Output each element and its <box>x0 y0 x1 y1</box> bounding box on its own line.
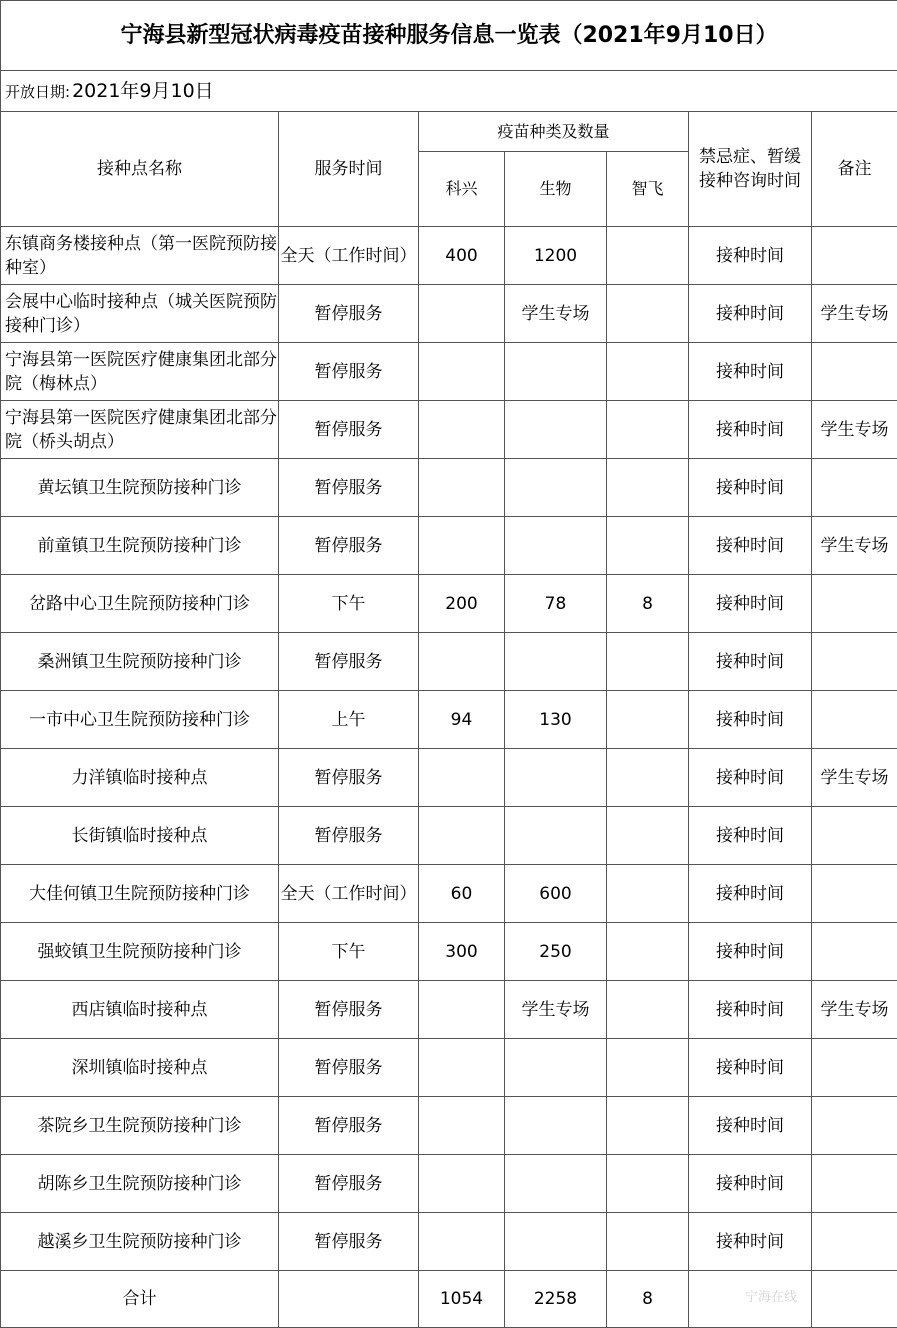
table-row <box>1 285 897 343</box>
cell-consult: 接种时间 <box>689 1039 812 1097</box>
header-name: 接种点名称 <box>1 112 279 227</box>
cell-name: 茶院乡卫生院预防接种门诊 <box>1 1097 279 1155</box>
cell-service-time: 暂停服务 <box>279 517 419 575</box>
cell-remark <box>812 807 897 865</box>
cell-remark <box>812 1039 897 1097</box>
table-row <box>1 691 897 749</box>
table-row <box>1 749 897 807</box>
cell-service-time: 暂停服务 <box>279 981 419 1039</box>
cell-name: 强蛟镇卫生院预防接种门诊 <box>1 923 279 981</box>
table-row <box>1 865 897 923</box>
cell-shengwu: 78 <box>505 575 607 633</box>
cell-remark: 学生专场 <box>812 517 897 575</box>
table-row <box>1 807 897 865</box>
open-date-value: 2021年9月10日 <box>72 79 214 102</box>
cell-zhifei <box>607 1097 689 1155</box>
watermark: 宁海在线 <box>745 1290 798 1305</box>
cell-zhifei <box>607 633 689 691</box>
cell-shengwu <box>505 1213 607 1271</box>
cell-kexing <box>419 633 505 691</box>
total-shengwu: 2258 <box>505 1271 607 1328</box>
table-row <box>1 923 897 981</box>
cell-zhifei <box>607 1039 689 1097</box>
cell-shengwu <box>505 517 607 575</box>
cell-consult: 接种时间 <box>689 691 812 749</box>
cell-service-time: 暂停服务 <box>279 1097 419 1155</box>
cell-zhifei <box>607 691 689 749</box>
cell-shengwu: 600 <box>505 865 607 923</box>
cell-shengwu <box>505 1097 607 1155</box>
table-row <box>1 1039 897 1097</box>
cell-zhifei <box>607 401 689 459</box>
cell-consult: 接种时间 <box>689 981 812 1039</box>
table-row <box>1 343 897 401</box>
cell-service-time: 全天（工作时间） <box>279 865 419 923</box>
cell-zhifei <box>607 285 689 343</box>
cell-remark <box>812 1097 897 1155</box>
header-remark: 备注 <box>812 112 897 227</box>
cell-service-time: 暂停服务 <box>279 1039 419 1097</box>
cell-consult: 接种时间 <box>689 749 812 807</box>
cell-kexing <box>419 1039 505 1097</box>
cell-remark <box>812 575 897 633</box>
cell-kexing <box>419 1213 505 1271</box>
cell-name: 黄坛镇卫生院预防接种门诊 <box>1 459 279 517</box>
cell-name: 西店镇临时接种点 <box>1 981 279 1039</box>
cell-shengwu <box>505 633 607 691</box>
cell-shengwu <box>505 1155 607 1213</box>
cell-name: 桑洲镇卫生院预防接种门诊 <box>1 633 279 691</box>
table-row <box>1 401 897 459</box>
cell-service-time: 下午 <box>279 923 419 981</box>
cell-service-time: 暂停服务 <box>279 1213 419 1271</box>
cell-zhifei: 8 <box>607 575 689 633</box>
cell-name: 力洋镇临时接种点 <box>1 749 279 807</box>
cell-remark: 学生专场 <box>812 401 897 459</box>
cell-name: 长街镇临时接种点 <box>1 807 279 865</box>
cell-service-time: 上午 <box>279 691 419 749</box>
cell-kexing <box>419 1097 505 1155</box>
cell-remark <box>812 459 897 517</box>
cell-remark <box>812 1213 897 1271</box>
table-body <box>1 227 897 1271</box>
cell-kexing <box>419 807 505 865</box>
table-row <box>1 1155 897 1213</box>
total-kexing: 1054 <box>419 1271 505 1328</box>
table-row <box>1 517 897 575</box>
cell-consult: 接种时间 <box>689 227 812 285</box>
cell-shengwu: 学生专场 <box>505 285 607 343</box>
cell-service-time: 全天（工作时间） <box>279 227 419 285</box>
cell-zhifei <box>607 227 689 285</box>
cell-zhifei <box>607 459 689 517</box>
table-row <box>1 1213 897 1271</box>
cell-name: 胡陈乡卫生院预防接种门诊 <box>1 1155 279 1213</box>
cell-service-time: 暂停服务 <box>279 459 419 517</box>
cell-remark <box>812 227 897 285</box>
total-zhifei: 8 <box>607 1271 689 1328</box>
header-zhifei: 智飞 <box>607 152 689 227</box>
cell-service-time: 暂停服务 <box>279 285 419 343</box>
cell-consult: 接种时间 <box>689 401 812 459</box>
cell-kexing: 300 <box>419 923 505 981</box>
table-row <box>1 981 897 1039</box>
cell-service-time: 暂停服务 <box>279 749 419 807</box>
cell-name: 宁海县第一医院医疗健康集团北部分院（梅林点） <box>1 343 279 401</box>
cell-name: 深圳镇临时接种点 <box>1 1039 279 1097</box>
cell-consult: 接种时间 <box>689 459 812 517</box>
cell-shengwu <box>505 1039 607 1097</box>
total-label: 合计 <box>1 1271 279 1328</box>
cell-zhifei <box>607 865 689 923</box>
cell-shengwu <box>505 749 607 807</box>
cell-consult: 接种时间 <box>689 285 812 343</box>
cell-name: 会展中心临时接种点（城关医院预防接种门诊） <box>1 285 279 343</box>
cell-name: 大佳何镇卫生院预防接种门诊 <box>1 865 279 923</box>
cell-remark <box>812 865 897 923</box>
header-service-time: 服务时间 <box>279 112 419 227</box>
cell-service-time: 暂停服务 <box>279 343 419 401</box>
cell-remark <box>812 691 897 749</box>
cell-name: 东镇商务楼接种点（第一医院预防接种室） <box>1 227 279 285</box>
cell-zhifei <box>607 1155 689 1213</box>
cell-kexing: 400 <box>419 227 505 285</box>
cell-consult: 接种时间 <box>689 575 812 633</box>
cell-kexing <box>419 749 505 807</box>
cell-shengwu: 130 <box>505 691 607 749</box>
header-shengwu: 生物 <box>505 152 607 227</box>
cell-service-time: 暂停服务 <box>279 633 419 691</box>
cell-service-time: 暂停服务 <box>279 1155 419 1213</box>
cell-zhifei <box>607 807 689 865</box>
table-row <box>1 575 897 633</box>
header-consult: 禁忌症、暂缓接种咨询时间 <box>689 112 812 227</box>
cell-zhifei <box>607 923 689 981</box>
cell-zhifei <box>607 1213 689 1271</box>
cell-kexing: 200 <box>419 575 505 633</box>
cell-service-time: 暂停服务 <box>279 807 419 865</box>
cell-consult: 接种时间 <box>689 1155 812 1213</box>
cell-zhifei <box>607 517 689 575</box>
cell-name: 越溪乡卫生院预防接种门诊 <box>1 1213 279 1271</box>
cell-kexing <box>419 401 505 459</box>
cell-kexing: 94 <box>419 691 505 749</box>
cell-zhifei <box>607 981 689 1039</box>
cell-consult: 接种时间 <box>689 1213 812 1271</box>
cell-consult: 接种时间 <box>689 517 812 575</box>
page-title: 宁海县新型冠状病毒疫苗接种服务信息一览表（2021年9月10日） <box>1 1 897 71</box>
cell-shengwu: 学生专场 <box>505 981 607 1039</box>
total-time <box>279 1271 419 1328</box>
cell-shengwu <box>505 343 607 401</box>
table-row <box>1 1097 897 1155</box>
cell-shengwu <box>505 401 607 459</box>
cell-service-time: 下午 <box>279 575 419 633</box>
cell-shengwu <box>505 459 607 517</box>
cell-remark <box>812 343 897 401</box>
cell-zhifei <box>607 343 689 401</box>
cell-consult: 接种时间 <box>689 633 812 691</box>
table-row <box>1 633 897 691</box>
cell-shengwu <box>505 807 607 865</box>
cell-shengwu: 1200 <box>505 227 607 285</box>
table-row <box>1 227 897 285</box>
cell-consult: 接种时间 <box>689 343 812 401</box>
cell-kexing <box>419 981 505 1039</box>
cell-remark: 学生专场 <box>812 981 897 1039</box>
open-date-row <box>1 71 897 112</box>
header-kexing: 科兴 <box>419 152 505 227</box>
total-remark <box>812 1271 897 1328</box>
cell-consult: 接种时间 <box>689 807 812 865</box>
cell-kexing: 60 <box>419 865 505 923</box>
cell-kexing <box>419 459 505 517</box>
cell-name: 一市中心卫生院预防接种门诊 <box>1 691 279 749</box>
cell-kexing <box>419 285 505 343</box>
header-vaccine-group: 疫苗种类及数量 <box>419 112 689 152</box>
cell-name: 岔路中心卫生院预防接种门诊 <box>1 575 279 633</box>
cell-consult: 接种时间 <box>689 865 812 923</box>
cell-consult: 接种时间 <box>689 1097 812 1155</box>
cell-remark <box>812 633 897 691</box>
cell-name: 前童镇卫生院预防接种门诊 <box>1 517 279 575</box>
cell-kexing <box>419 343 505 401</box>
cell-remark: 学生专场 <box>812 749 897 807</box>
cell-kexing <box>419 517 505 575</box>
cell-name: 宁海县第一医院医疗健康集团北部分院（桥头胡点） <box>1 401 279 459</box>
cell-remark <box>812 1155 897 1213</box>
table-row <box>1 459 897 517</box>
cell-shengwu: 250 <box>505 923 607 981</box>
open-date-label: 开放日期: <box>5 82 71 101</box>
cell-remark: 学生专场 <box>812 285 897 343</box>
cell-remark <box>812 923 897 981</box>
cell-service-time: 暂停服务 <box>279 401 419 459</box>
cell-consult: 接种时间 <box>689 923 812 981</box>
cell-kexing <box>419 1155 505 1213</box>
cell-zhifei <box>607 749 689 807</box>
